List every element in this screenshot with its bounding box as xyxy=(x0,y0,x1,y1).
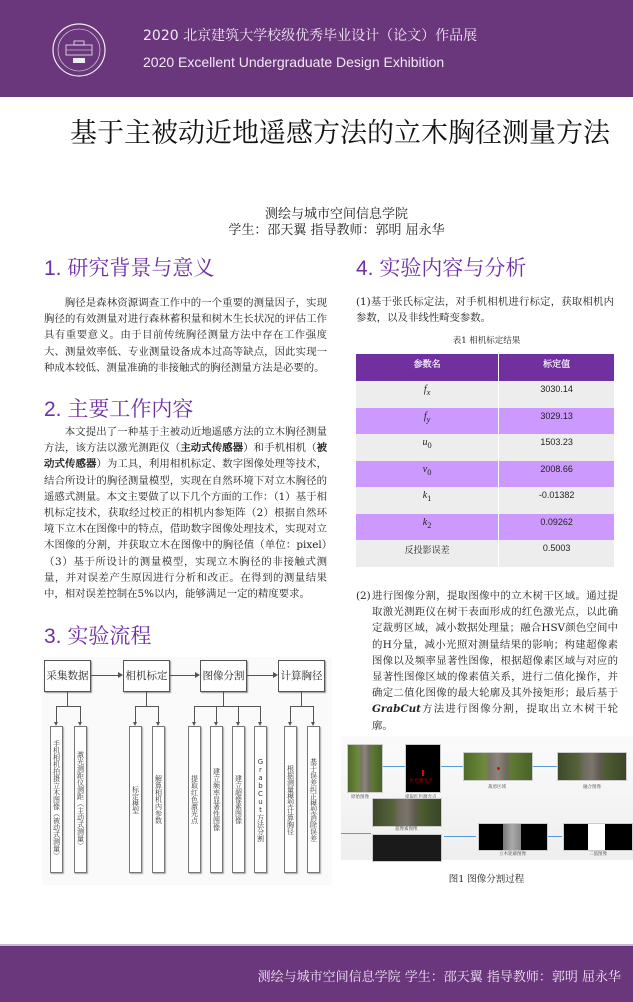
cropped-image xyxy=(463,752,533,781)
flow-substep: 基于误差纠正模型消除误差 xyxy=(307,726,320,873)
flow-connector xyxy=(260,706,261,722)
student-advisor-line: 学生：邵天翼 指导教师：郭明 屈永华 xyxy=(228,223,445,238)
section-2-text-part: ）和手机相机（ xyxy=(243,442,317,455)
flow-substep: 根据测量模型计算胸径 xyxy=(284,726,297,873)
para-2-text: 进行图像分割，提取图像中的立木树干区域。通过提取激光测距仪在树干表面形成的红色激光点，以此确定裁剪区域，减小数据处理量；融合HSV颜色空间中的H分量，减小光照对测量结果的影响；构建超像素图像以及频率显著性图像，根据超像素区域与对应的显著性图像区域的像素值关系，进行二值化操作，并确定二值化图像的最大轮廓及其外接矩形；最后基于 xyxy=(372,590,618,700)
param-value: -0.01382 xyxy=(499,487,615,514)
section-4-para-1: (1)基于张氏标定法，对手机相机进行标定，获取相机内参数，以及非线性畸变参数。 xyxy=(356,296,614,325)
section-1-text: 胸径是森林资源调查工作中的一个重要的测量因子，实现胸径的有效测量对进行森林蓄积量和树木生长状况的评估工作具有重要意义。由于目前传统胸径测量方法中存在工作强度大、测量效率低、专业测量设备成本过高等缺点，因此实现一种成本较低、测量准确的非接触式的胸径测量方法是必要的。 xyxy=(44,297,327,374)
flow-connector xyxy=(56,706,80,707)
param-value: 1503.23 xyxy=(499,434,615,461)
flow-substep: 手机相机拍摄立木图像（被动式测量） xyxy=(50,726,63,873)
trunk-mask xyxy=(588,824,605,850)
laser-label: 红色激光点 xyxy=(410,779,433,784)
flow-connector xyxy=(146,692,147,706)
flow-step-compute: 计算胸径 xyxy=(278,660,325,692)
table-row xyxy=(356,408,615,435)
param-value: 0.5003 xyxy=(499,540,615,567)
flow-connector xyxy=(301,692,302,706)
param-name: 反投影误差 xyxy=(356,540,499,567)
section-1-heading: 1. 研究背景与意义 xyxy=(44,257,215,280)
flow-connector xyxy=(135,706,136,722)
param-name: $k_2$ xyxy=(356,514,499,541)
section-3-heading: 3. 实验流程 xyxy=(44,625,152,648)
section-4-para-2 xyxy=(356,588,618,734)
fused-image xyxy=(557,752,627,781)
flow-arrow xyxy=(533,766,557,767)
flow-connector xyxy=(290,706,291,722)
section-2-text xyxy=(44,424,327,602)
arrow-right-icon xyxy=(195,672,200,678)
segmentation-figure xyxy=(341,736,633,860)
binary-image xyxy=(563,823,633,851)
school-name: 测绘与城市空间信息学院 xyxy=(264,207,408,222)
flow-connector xyxy=(290,706,313,707)
section-2-text-part: ）为工具，利用相机标定、数字图像处理等技术，结合所设计的胸径测量模型，实现在自然环境下对立木胸径的遥感式测量。本文主要做了以下几个方面的工作：（1）基于相机标定技术，获取经过校正的相机内参矩阵（2）根据自然环境下立木在图像中的特点，借助数字图像处理技术，实现对立木图像的分割，并获取立木在图像中的胸径值（单位：pixel）（3）基于所设计的测量模型，实现立木胸径的非接触式测量，并对误差产生原因进行分析和改正。在得到的测量结果中，相对误差控制在5%以内，能够满足一定的精度要求。 xyxy=(44,458,328,601)
section-4-heading: 4. 实验内容与分析 xyxy=(356,257,527,280)
section-2-bold-active: 主动式传感器 xyxy=(180,442,244,455)
flow-substep: 标定模型 xyxy=(129,726,142,873)
trunk-region xyxy=(503,824,521,850)
flow-arrow xyxy=(341,833,371,834)
flow-connector xyxy=(247,675,273,676)
flow-connector xyxy=(135,706,158,707)
flow-connector xyxy=(238,706,239,722)
para-2-grabcut: GrabCut xyxy=(372,703,421,716)
flow-connector xyxy=(67,692,68,706)
figure-caption: 原始图像 xyxy=(351,795,369,800)
section-2-heading: 2. 主要工作内容 xyxy=(44,398,194,421)
table-row xyxy=(356,381,615,408)
flow-arrow xyxy=(441,766,463,767)
figure-caption: 融合图像 xyxy=(583,785,601,790)
param-value: 3029.13 xyxy=(499,408,615,435)
table-header: 标定值 xyxy=(499,354,615,381)
figure-caption-main: 图1 图像分割过程 xyxy=(448,874,525,885)
flow-connector xyxy=(194,706,260,707)
flow-connector xyxy=(170,675,195,676)
flow-connector xyxy=(313,706,314,722)
section-2-bold-passive: 被动式传感器 xyxy=(44,442,328,471)
header-title-en: 2020 Excellent Undergraduate Design Exhibition xyxy=(143,54,445,70)
header-title-cn: 2020 北京建筑大学校级优秀毕业设计（论文）作品展 xyxy=(143,28,478,44)
superpixel-image xyxy=(372,798,442,827)
param-value: 2008.66 xyxy=(499,461,615,488)
laser-dot xyxy=(497,767,500,770)
section-2-text-part: 本文提出了一种基于主被动近地遥感方法的立木胸径测量方法，该方法以激光测距仪（ xyxy=(44,426,327,455)
param-name: $f_x$ xyxy=(356,381,499,408)
saliency-image xyxy=(372,834,442,862)
param-name: $u_0$ xyxy=(356,434,499,461)
flow-substep: 建立频率显著性图像 xyxy=(210,726,223,873)
paper-title: 基于主被动近地遥感方法的立木胸径测量方法 xyxy=(70,118,610,149)
flow-connector xyxy=(80,706,81,722)
flow-step-segment: 图像分割 xyxy=(200,660,247,692)
figure-caption: 二值图像 xyxy=(589,852,607,857)
table-row xyxy=(356,487,615,514)
param-value: 3030.14 xyxy=(499,381,615,408)
para-2-text: 方法进行图像分割，提取出立木树干轮廓。 xyxy=(372,703,618,732)
tree-contour-image xyxy=(478,823,548,851)
footer-banner xyxy=(0,944,633,1002)
header-banner xyxy=(0,0,633,97)
footer-text: 测绘与城市空间信息学院 学生：邵天翼 指导教师：郭明 屈永华 xyxy=(257,970,621,985)
table-row xyxy=(356,461,615,488)
table-caption: 表1 相机标定结果 xyxy=(452,336,521,346)
calibration-table xyxy=(356,354,615,567)
flow-substep: 提取红色激光点 xyxy=(188,726,201,873)
flow-substep: 激光测距仪测距（主动式测量） xyxy=(74,726,87,873)
original-image xyxy=(347,744,383,793)
flow-connector xyxy=(56,706,57,722)
figure-caption: 裁剪区域 xyxy=(488,785,506,790)
flow-arrow xyxy=(383,766,405,767)
flow-step-collect: 采集数据 xyxy=(44,660,91,692)
flow-substep: 解算相机内参数 xyxy=(152,726,165,873)
table-row xyxy=(356,540,615,567)
para-2-lead: (2) xyxy=(356,590,371,602)
figure-caption: 超像素图像 xyxy=(395,827,418,832)
param-value: 0.09262 xyxy=(499,514,615,541)
arrow-right-icon xyxy=(118,672,123,678)
flow-connector xyxy=(158,706,159,722)
param-name: $f_y$ xyxy=(356,408,499,435)
flow-substep: GrabCut方法分割 xyxy=(254,726,267,873)
flow-connector xyxy=(91,675,118,676)
figure-caption: 立木轮廓图像 xyxy=(499,852,526,857)
flow-step-calibrate: 相机标定 xyxy=(123,660,170,692)
flow-connector xyxy=(223,692,224,706)
flowchart xyxy=(42,657,332,885)
flow-arrow xyxy=(444,836,476,837)
laser-dot xyxy=(422,770,424,776)
flow-arrow xyxy=(548,836,562,837)
university-logo-icon xyxy=(52,23,106,77)
table-row xyxy=(356,514,615,541)
arrow-right-icon xyxy=(273,672,278,678)
param-name: $v_0$ xyxy=(356,461,499,488)
flow-substep: 建立超像素图像 xyxy=(232,726,245,873)
flow-connector xyxy=(194,706,195,722)
param-name: $k_1$ xyxy=(356,487,499,514)
flow-connector xyxy=(216,706,217,722)
laser-point-image xyxy=(405,744,441,793)
table-row xyxy=(356,434,615,461)
table-header: 参数名 xyxy=(356,354,499,381)
